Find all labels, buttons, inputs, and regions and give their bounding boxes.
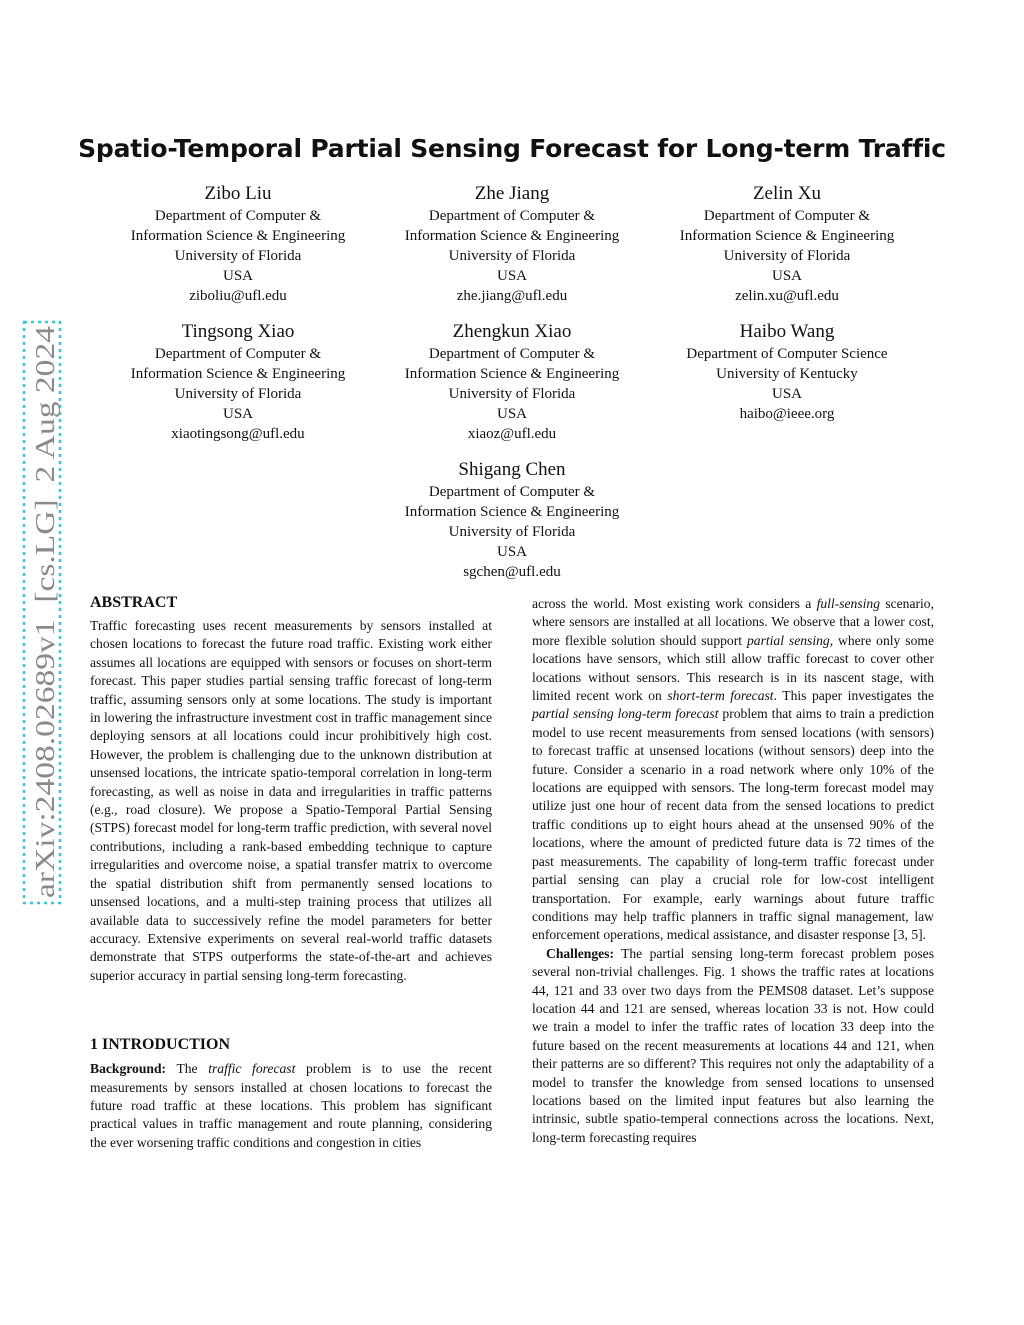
author-affiliation: Department of Computer & [428, 346, 596, 362]
arxiv-stamp-svg [22, 320, 62, 905]
body-text: . This paper investigates the [773, 688, 934, 704]
author-affiliation: Information Science & Engineering [404, 228, 620, 244]
author-email: haibo@ieee.org [739, 406, 835, 422]
author-name: Haibo Wang [739, 321, 835, 342]
author-email: zhe.jiang@ufl.edu [456, 288, 568, 304]
author-affiliation: University of Florida [448, 386, 576, 402]
author-block [88, 320, 388, 444]
author-affiliation: Information Science & Engineering [679, 228, 895, 244]
body-text: problem that aims to train a prediction model to use recent measurements from sensed locations (with sensors) to forecast traffic at unsensed locations (without sensors) deep into the future. Consider a scenario in a road network where only 10% of the locations are equipped with sensors. The long-term forecast model may utilize just one hour of recent data from the sensed locations to predict traffic conditions up to eight hours ahead at the unsensed 90% of the locations, where the amount of predicted future data is 72 times of the past measurements. The capability of long-term traffic forecast under partial sensing can play a crucial role for low-cost intelligent transportation. For example, early warnings about future traffic conditions may help traffic planners in traffic signal management, law enforcement operations, medical assistance, and disaster response [3, 5]. [532, 706, 935, 943]
body-text: The partial sensing long-term forecast problem poses several non-trivial challenges. Fig. 1 shows the traffic rates at locations 44, 121 and 33 over two days from the PEMS08 dataset. Let’s suppose location 44 and 121 are sensed, whereas location 33 is not. How could we train a model to infer the traffic rates of location 33 deep into the future based on the recent measurements at locations 44 and 121, when their patterns are so different? This requires not only the adaptability of a model to transfer the knowledge from sensed locations to unsensed locations based on the limited input features but also learning the intrinsic, subtle spatio-temperal connections across the locations. Next, long-term forecasting requires [532, 945, 934, 1145]
intro-text: The [176, 1061, 209, 1077]
intro-paragraph [90, 1060, 492, 1152]
author-affiliation: USA [771, 268, 802, 284]
section-heading-introduction: 1 INTRODUCTION [90, 1036, 231, 1054]
author-name: Zhengkun Xiao [452, 321, 572, 342]
author-affiliation: Department of Computer & [428, 208, 596, 224]
right-paragraph-1 [532, 595, 934, 945]
author-block [362, 458, 662, 582]
body-emphasis: partial sensing long-term forecast [532, 706, 719, 722]
author-block [88, 182, 388, 306]
author-affiliation: Department of Computer Science [686, 346, 888, 362]
author-name: Shigang Chen [458, 459, 566, 480]
author-affiliation: University of Florida [174, 248, 302, 264]
author-affiliation: Information Science & Engineering [130, 366, 346, 382]
author-affiliation: USA [222, 406, 253, 422]
author-email: xiaotingsong@ufl.edu [171, 426, 305, 442]
abstract-heading: ABSTRACT [90, 594, 178, 611]
arxiv-stamp [22, 320, 62, 905]
author-block [362, 320, 662, 444]
author-email: zelin.xu@ufl.edu [735, 288, 839, 304]
author-name: Zibo Liu [204, 183, 272, 204]
body-emphasis: full-sensing [816, 596, 880, 611]
author-affiliation: University of Florida [448, 248, 576, 264]
right-column [532, 595, 934, 1147]
author-name: Zelin Xu [752, 183, 822, 204]
challenges-label: Challenges: [546, 945, 614, 961]
author-name: Tingsong Xiao [181, 321, 295, 342]
left-column [90, 593, 492, 1152]
author-affiliation: Information Science & Engineering [404, 366, 620, 382]
author-affiliation: University of Kentucky [716, 366, 858, 382]
body-text: across the world. Most existing work considers a [532, 596, 817, 611]
author-affiliation: Department of Computer & [703, 208, 871, 224]
author-affiliation: Department of Computer & [154, 346, 322, 362]
body-emphasis: partial sensing [746, 632, 830, 648]
paper-title: Spatio-Temporal Partial Sensing Forecast for Long-term Traffic [78, 134, 946, 163]
author-affiliation: University of Florida [174, 386, 302, 402]
abstract-text: Traffic forecasting uses recent measurements by sensors installed at chosen locations to forecast the future road traffic. Existing work either assumes all locations are equipped with sensors or focuses on short-term forecast. This paper studies partial sensing traffic forecast of long-term traffic, assuming sensors only at some locations. The study is important in lowering the infrastructure investment cost in traffic management since deploying sensors at all locations could incur prohibitively high cost. However, the problem is challenging due to the unknown distribution at unsensed locations, the intricate spatio-temporal correlation in long-term forecasting, as well as noise in data and irregularities in traffic patterns (e.g., road closure). We propose a Spatio-Temporal Partial Sensing (STPS) forecast model for long-term traffic prediction, with several novel contributions, including a rank-based embedding technique to capture irregularities and overcome noise, a spatial transfer matrix to overcome the spatial distribution shift from permanently sensed locations to unsensed locations, and a multi-step training process that utilizes all available data to successively refine the model parameters for better accuracy. Extensive experiments on several real-world traffic datasets demonstrate that STPS outperforms the state-of-the-art and achieves superior accuracy in partial sensing long-term forecasting. [90, 618, 492, 983]
intro-text: problem is to use the recent measurements by sensors installed at chosen locations to forecast the future road traffic at these locations. This problem has significant practical values in traffic management and route planning, considering the ever worsening traffic conditions and congestion in cities [90, 1061, 492, 1150]
background-label: Background: [90, 1061, 167, 1077]
author-affiliation: Department of Computer & [428, 484, 596, 500]
author-affiliation: Information Science & Engineering [404, 504, 620, 520]
body-text: scenario, where sensors are installed at all locations. We observe that a lower cost, more flexible solution should support [532, 596, 935, 648]
author-affiliation: USA [496, 406, 527, 422]
arxiv-stamp-text: arXiv:2408.02689v1 [cs.LG] 2 Aug 2024 [30, 437, 60, 898]
author-affiliation: USA [496, 268, 527, 284]
author-name: Zhe Jiang [474, 183, 550, 204]
author-affiliation: University of Florida [723, 248, 851, 264]
author-affiliation: USA [496, 544, 527, 560]
author-affiliation: USA [222, 268, 253, 284]
author-email: ziboliu@ufl.edu [189, 288, 287, 304]
intro-emphasis: traffic forecast [208, 1061, 296, 1077]
author-email: sgchen@ufl.edu [463, 564, 561, 580]
right-paragraph-2 [532, 945, 934, 1147]
author-block [637, 320, 937, 424]
author-affiliation: Department of Computer & [154, 208, 322, 224]
author-block [637, 182, 937, 306]
author-block [362, 182, 662, 306]
author-email: xiaoz@ufl.edu [467, 426, 557, 442]
body-emphasis: short-term forecast [667, 688, 774, 704]
author-affiliation: USA [771, 386, 802, 402]
body-text: , where only some locations have sensors, which still allow traffic forecast to cover other locations without sensors. This research is in its nascent stage, with limited recent work on [532, 632, 934, 704]
author-affiliation: Information Science & Engineering [130, 228, 346, 244]
author-affiliation: University of Florida [448, 524, 576, 540]
